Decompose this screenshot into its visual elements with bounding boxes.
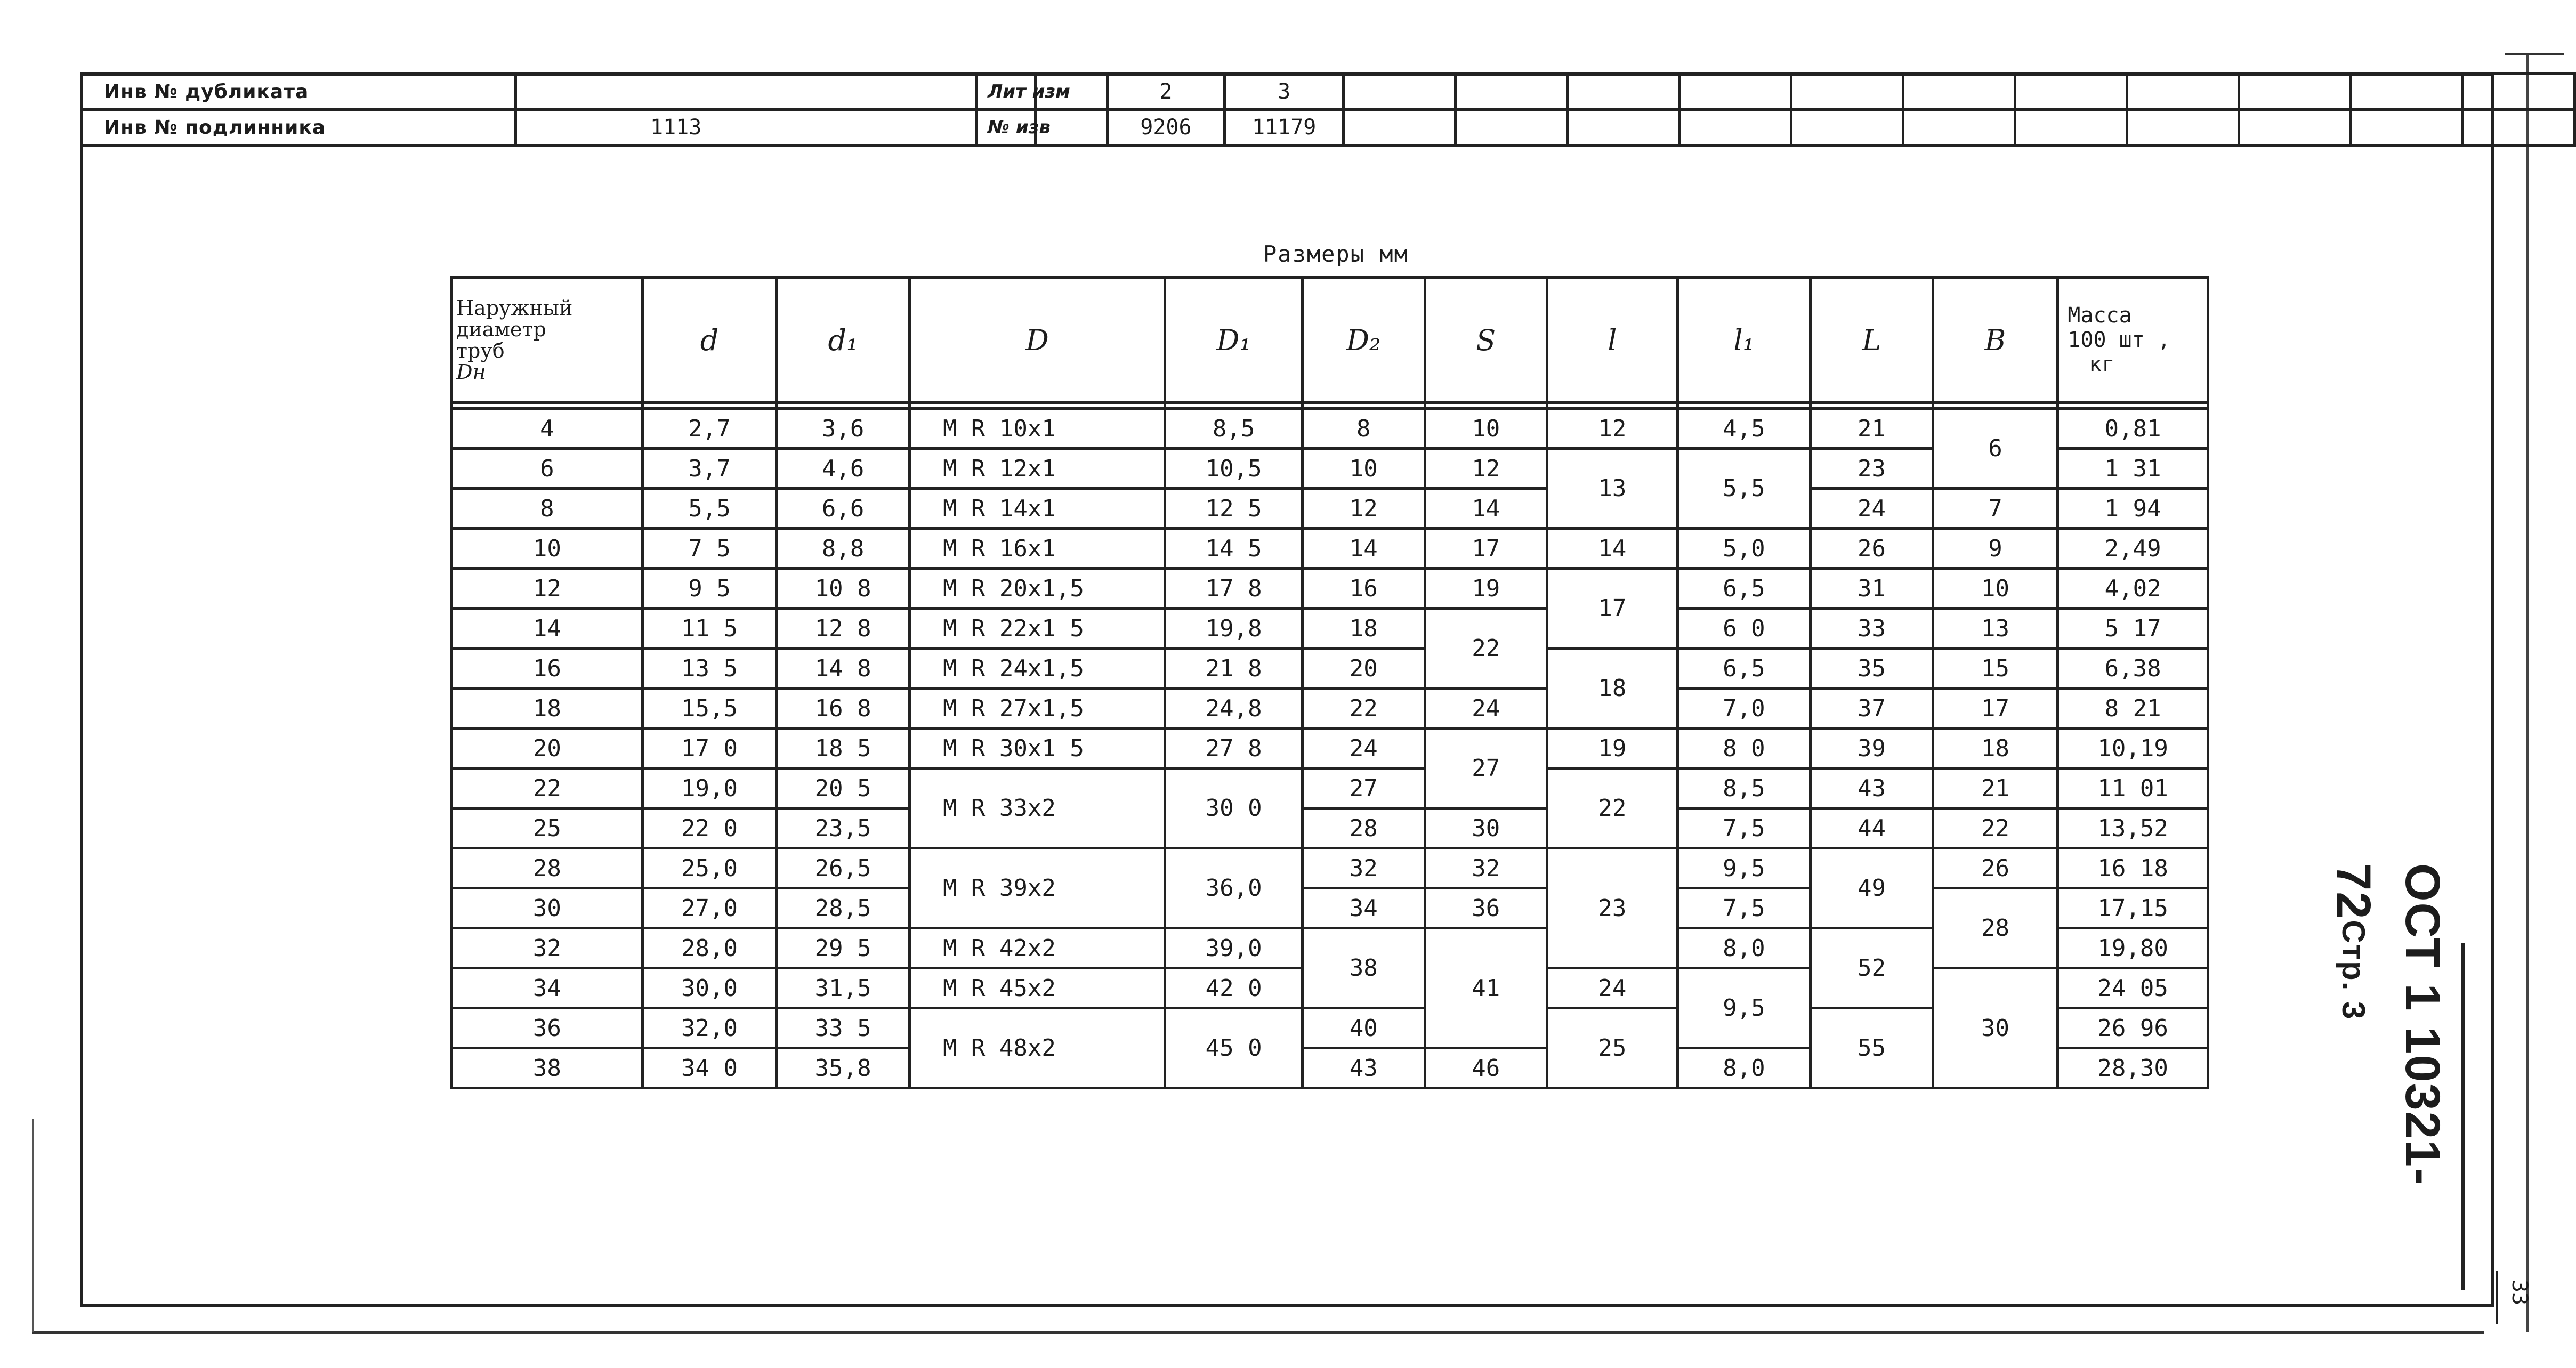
cell-B: 15 xyxy=(1933,649,2058,689)
cell-d: 7 5 xyxy=(642,529,777,569)
header-d: d xyxy=(642,278,777,403)
cell-mass: 16 18 xyxy=(2058,848,2208,888)
cell-D: M R 16x1 xyxy=(909,529,1165,569)
cell-L: 39 xyxy=(1811,728,1933,768)
cell-B: 28 xyxy=(1933,888,2058,968)
cell-B: 17 xyxy=(1933,689,2058,728)
cell-D1: 30 0 xyxy=(1165,768,1303,848)
cell-S: 30 xyxy=(1425,808,1547,848)
cell-d: 34 0 xyxy=(642,1048,777,1088)
cell-d1: 6,6 xyxy=(777,489,910,529)
cell-D1: 19,8 xyxy=(1165,609,1303,649)
cell-S: 32 xyxy=(1425,848,1547,888)
cell-B: 22 xyxy=(1933,808,2058,848)
cell-d1: 18 5 xyxy=(777,728,910,768)
cell-D1: 45 0 xyxy=(1165,1008,1303,1088)
cell-D: M R 30x1 5 xyxy=(909,728,1165,768)
cell-L: 37 xyxy=(1811,689,1933,728)
cell-L: 26 xyxy=(1811,529,1933,569)
cell-d1: 14 8 xyxy=(777,649,910,689)
cell-l1: 9,5 xyxy=(1677,848,1811,888)
sheet-number: 33 xyxy=(2507,1279,2532,1306)
cell-D2: 27 xyxy=(1302,768,1425,808)
cell-d1: 26,5 xyxy=(777,848,910,888)
cell-D: M R 48x2 xyxy=(909,1008,1165,1088)
cell-mass: 0,81 xyxy=(2058,409,2208,449)
cell-l: 19 xyxy=(1547,728,1678,768)
table-row xyxy=(452,728,2208,768)
cell-D: M R 22x1 5 xyxy=(909,609,1165,649)
cell-l1: 8,0 xyxy=(1677,1048,1811,1088)
cell-l: 17 xyxy=(1547,569,1678,649)
table-row xyxy=(452,689,2208,728)
cell-S: 41 xyxy=(1425,928,1547,1048)
cell-D: M R 45x2 xyxy=(909,968,1165,1008)
cell-mass: 2,49 xyxy=(2058,529,2208,569)
cell-dn: 32 xyxy=(452,928,643,968)
cell-mass: 26 96 xyxy=(2058,1008,2208,1048)
inventory-stamp xyxy=(80,72,1037,147)
sheet-number-box xyxy=(2496,1271,2498,1324)
cell-B: 6 xyxy=(1933,409,2058,489)
table-row xyxy=(452,848,2208,888)
cell-S: 14 xyxy=(1425,489,1547,529)
cell-D2: 22 xyxy=(1302,689,1425,728)
cell-dn: 30 xyxy=(452,888,643,928)
cell-D2: 28 xyxy=(1302,808,1425,848)
cell-D: M R 14x1 xyxy=(909,489,1165,529)
cell-mass: 4,02 xyxy=(2058,569,2208,609)
orig-value: 1113 xyxy=(516,110,1036,145)
lit-value: 2 xyxy=(1107,74,1224,110)
cell-L: 31 xyxy=(1811,569,1933,609)
outer-frame-line xyxy=(2526,53,2529,1332)
cell-l1: 8,5 xyxy=(1677,768,1811,808)
cell-d: 5,5 xyxy=(642,489,777,529)
outer-frame-line xyxy=(32,1119,34,1332)
cell-dn: 28 xyxy=(452,848,643,888)
table-row xyxy=(452,649,2208,689)
header-row xyxy=(452,278,2208,403)
cell-l: 12 xyxy=(1547,409,1678,449)
cell-D: M R 20x1,5 xyxy=(909,569,1165,609)
cell-B: 13 xyxy=(1933,609,2058,649)
header-l1: l₁ xyxy=(1677,278,1811,403)
table-row xyxy=(452,569,2208,609)
cell-D2: 8 xyxy=(1302,409,1425,449)
cell-D2: 24 xyxy=(1302,728,1425,768)
cell-d1: 31,5 xyxy=(777,968,910,1008)
izv-label: № изв xyxy=(977,110,1108,145)
cell-D2: 16 xyxy=(1302,569,1425,609)
cell-dn: 38 xyxy=(452,1048,643,1088)
cell-d1: 29 5 xyxy=(777,928,910,968)
lit-label: Лит изм xyxy=(977,74,1108,110)
izv-value: 11179 xyxy=(1225,110,1344,145)
header-mass: Масса 100 шт , кг xyxy=(2058,278,2208,403)
cell-d: 27,0 xyxy=(642,888,777,928)
cell-l1: 5,0 xyxy=(1677,529,1811,569)
cell-D1: 8,5 xyxy=(1165,409,1303,449)
cell-d1: 12 8 xyxy=(777,609,910,649)
outer-frame-line xyxy=(32,1331,2484,1334)
cell-d1: 20 5 xyxy=(777,768,910,808)
cell-B: 21 xyxy=(1933,768,2058,808)
cell-B: 18 xyxy=(1933,728,2058,768)
cell-l: 14 xyxy=(1547,529,1678,569)
cell-d1: 8,8 xyxy=(777,529,910,569)
cell-D: M R 10x1 xyxy=(909,409,1165,449)
cell-D2: 34 xyxy=(1302,888,1425,928)
units-caption: Размеры мм xyxy=(1263,241,1409,267)
cell-L: 44 xyxy=(1811,808,1933,848)
cell-D: M R 12x1 xyxy=(909,449,1165,489)
cell-mass: 1 31 xyxy=(2058,449,2208,489)
cell-l1: 6,5 xyxy=(1677,649,1811,689)
cell-D: M R 24x1,5 xyxy=(909,649,1165,689)
revision-stamp xyxy=(975,72,2576,147)
header-D1: D₁ xyxy=(1165,278,1303,403)
cell-S: 19 xyxy=(1425,569,1547,609)
cell-L: 55 xyxy=(1811,1008,1933,1088)
cell-l1: 8,0 xyxy=(1677,928,1811,968)
cell-d: 2,7 xyxy=(642,409,777,449)
cell-d1: 33 5 xyxy=(777,1008,910,1048)
cell-l: 13 xyxy=(1547,449,1678,529)
cell-D1: 39,0 xyxy=(1165,928,1303,968)
cell-S: 36 xyxy=(1425,888,1547,928)
cell-d: 22 0 xyxy=(642,808,777,848)
cell-l: 23 xyxy=(1547,848,1678,968)
cell-dn: 14 xyxy=(452,609,643,649)
cell-d: 30,0 xyxy=(642,968,777,1008)
cell-D: M R 39x2 xyxy=(909,848,1165,928)
table-row xyxy=(452,768,2208,808)
cell-l: 25 xyxy=(1547,1008,1678,1088)
dup-label: Инв № дубликата xyxy=(82,74,516,110)
cell-D1: 42 0 xyxy=(1165,968,1303,1008)
cell-l1: 6,5 xyxy=(1677,569,1811,609)
header-B: B xyxy=(1933,278,2058,403)
cell-l1: 6 0 xyxy=(1677,609,1811,649)
cell-D2: 43 xyxy=(1302,1048,1425,1088)
dimensions-table xyxy=(450,276,2209,1089)
cell-l: 18 xyxy=(1547,649,1678,728)
cell-B: 7 xyxy=(1933,489,2058,529)
cell-S: 27 xyxy=(1425,728,1547,808)
cell-d: 19,0 xyxy=(642,768,777,808)
cell-mass: 8 21 xyxy=(2058,689,2208,728)
cell-D2: 12 xyxy=(1302,489,1425,529)
cell-D2: 40 xyxy=(1302,1008,1425,1048)
cell-dn: 8 xyxy=(452,489,643,529)
cell-dn: 6 xyxy=(452,449,643,489)
cell-l1: 5,5 xyxy=(1677,449,1811,529)
cell-mass: 1 94 xyxy=(2058,489,2208,529)
cell-D1: 14 5 xyxy=(1165,529,1303,569)
corner-mark xyxy=(2505,53,2564,55)
cell-d: 3,7 xyxy=(642,449,777,489)
header-l: l xyxy=(1547,278,1678,403)
cell-dn: 4 xyxy=(452,409,643,449)
header-S: S xyxy=(1425,278,1547,403)
cell-mass: 5 17 xyxy=(2058,609,2208,649)
cell-mass: 28,30 xyxy=(2058,1048,2208,1088)
lit-value: 3 xyxy=(1225,74,1344,110)
cell-D1: 27 8 xyxy=(1165,728,1303,768)
cell-L: 52 xyxy=(1811,928,1933,1008)
cell-l1: 7,5 xyxy=(1677,888,1811,928)
cell-D2: 32 xyxy=(1302,848,1425,888)
cell-dn: 16 xyxy=(452,649,643,689)
document-code: ОСТ 1 10321-72Стр. 3 xyxy=(2326,863,2450,1186)
cell-l1: 9,5 xyxy=(1677,968,1811,1048)
table-row xyxy=(452,529,2208,569)
cell-mass: 6,38 xyxy=(2058,649,2208,689)
cell-B: 10 xyxy=(1933,569,2058,609)
cell-d1: 16 8 xyxy=(777,689,910,728)
cell-dn: 36 xyxy=(452,1008,643,1048)
cell-l1: 7,0 xyxy=(1677,689,1811,728)
izv-value: 9206 xyxy=(1107,110,1224,145)
header-L: L xyxy=(1811,278,1933,403)
cell-l: 22 xyxy=(1547,768,1678,848)
cell-S: 24 xyxy=(1425,689,1547,728)
cell-mass: 10,19 xyxy=(2058,728,2208,768)
cell-d: 11 5 xyxy=(642,609,777,649)
cell-D1: 21 8 xyxy=(1165,649,1303,689)
cell-D2: 10 xyxy=(1302,449,1425,489)
cell-D1: 36,0 xyxy=(1165,848,1303,928)
cell-l1: 7,5 xyxy=(1677,808,1811,848)
cell-dn: 20 xyxy=(452,728,643,768)
cell-dn: 10 xyxy=(452,529,643,569)
cell-d: 13 5 xyxy=(642,649,777,689)
header-d1: d₁ xyxy=(777,278,910,403)
cell-mass: 13,52 xyxy=(2058,808,2208,848)
cell-S: 12 xyxy=(1425,449,1547,489)
cell-L: 33 xyxy=(1811,609,1933,649)
header-D: D xyxy=(909,278,1165,403)
cell-S: 46 xyxy=(1425,1048,1547,1088)
table-row xyxy=(452,489,2208,529)
table-row xyxy=(452,888,2208,928)
cell-mass: 19,80 xyxy=(2058,928,2208,968)
cell-d1: 28,5 xyxy=(777,888,910,928)
cell-mass: 24 05 xyxy=(2058,968,2208,1008)
cell-D: M R 33x2 xyxy=(909,768,1165,848)
cell-L: 35 xyxy=(1811,649,1933,689)
cell-D2: 18 xyxy=(1302,609,1425,649)
cell-L: 24 xyxy=(1811,489,1933,529)
header-D2: D₂ xyxy=(1302,278,1425,403)
cell-D2: 38 xyxy=(1302,928,1425,1008)
cell-d: 28,0 xyxy=(642,928,777,968)
cell-L: 21 xyxy=(1811,409,1933,449)
cell-D1: 24,8 xyxy=(1165,689,1303,728)
cell-D2: 20 xyxy=(1302,649,1425,689)
cell-dn: 22 xyxy=(452,768,643,808)
cell-D: M R 27x1,5 xyxy=(909,689,1165,728)
cell-d: 15,5 xyxy=(642,689,777,728)
cell-D1: 10,5 xyxy=(1165,449,1303,489)
table-row xyxy=(452,808,2208,848)
cell-L: 43 xyxy=(1811,768,1933,808)
cell-l: 24 xyxy=(1547,968,1678,1008)
cell-d: 9 5 xyxy=(642,569,777,609)
cell-d1: 3,6 xyxy=(777,409,910,449)
cell-D2: 14 xyxy=(1302,529,1425,569)
cell-dn: 34 xyxy=(452,968,643,1008)
cell-D: M R 42x2 xyxy=(909,928,1165,968)
cell-l1: 4,5 xyxy=(1677,409,1811,449)
dup-value xyxy=(516,74,1036,110)
cell-d: 25,0 xyxy=(642,848,777,888)
cell-mass: 17,15 xyxy=(2058,888,2208,928)
table-row xyxy=(452,609,2208,649)
cell-d1: 10 8 xyxy=(777,569,910,609)
cell-d1: 35,8 xyxy=(777,1048,910,1088)
cell-B: 26 xyxy=(1933,848,2058,888)
cell-L: 23 xyxy=(1811,449,1933,489)
cell-B: 9 xyxy=(1933,529,2058,569)
cell-d1: 23,5 xyxy=(777,808,910,848)
table-row xyxy=(452,409,2208,449)
orig-label: Инв № подлинника xyxy=(82,110,516,145)
cell-S: 10 xyxy=(1425,409,1547,449)
cell-l1: 8 0 xyxy=(1677,728,1811,768)
cell-d1: 4,6 xyxy=(777,449,910,489)
cell-mass: 11 01 xyxy=(2058,768,2208,808)
cell-B: 30 xyxy=(1933,968,2058,1088)
header-outer-diameter: Наружный диаметр труб Dн xyxy=(452,278,643,403)
cell-S: 17 xyxy=(1425,529,1547,569)
cell-d: 17 0 xyxy=(642,728,777,768)
cell-D1: 12 5 xyxy=(1165,489,1303,529)
cell-L: 49 xyxy=(1811,848,1933,928)
cell-dn: 25 xyxy=(452,808,643,848)
cell-D1: 17 8 xyxy=(1165,569,1303,609)
document-code-underline xyxy=(2461,943,2465,1290)
cell-S: 22 xyxy=(1425,609,1547,689)
cell-dn: 12 xyxy=(452,569,643,609)
cell-d: 32,0 xyxy=(642,1008,777,1048)
cell-dn: 18 xyxy=(452,689,643,728)
